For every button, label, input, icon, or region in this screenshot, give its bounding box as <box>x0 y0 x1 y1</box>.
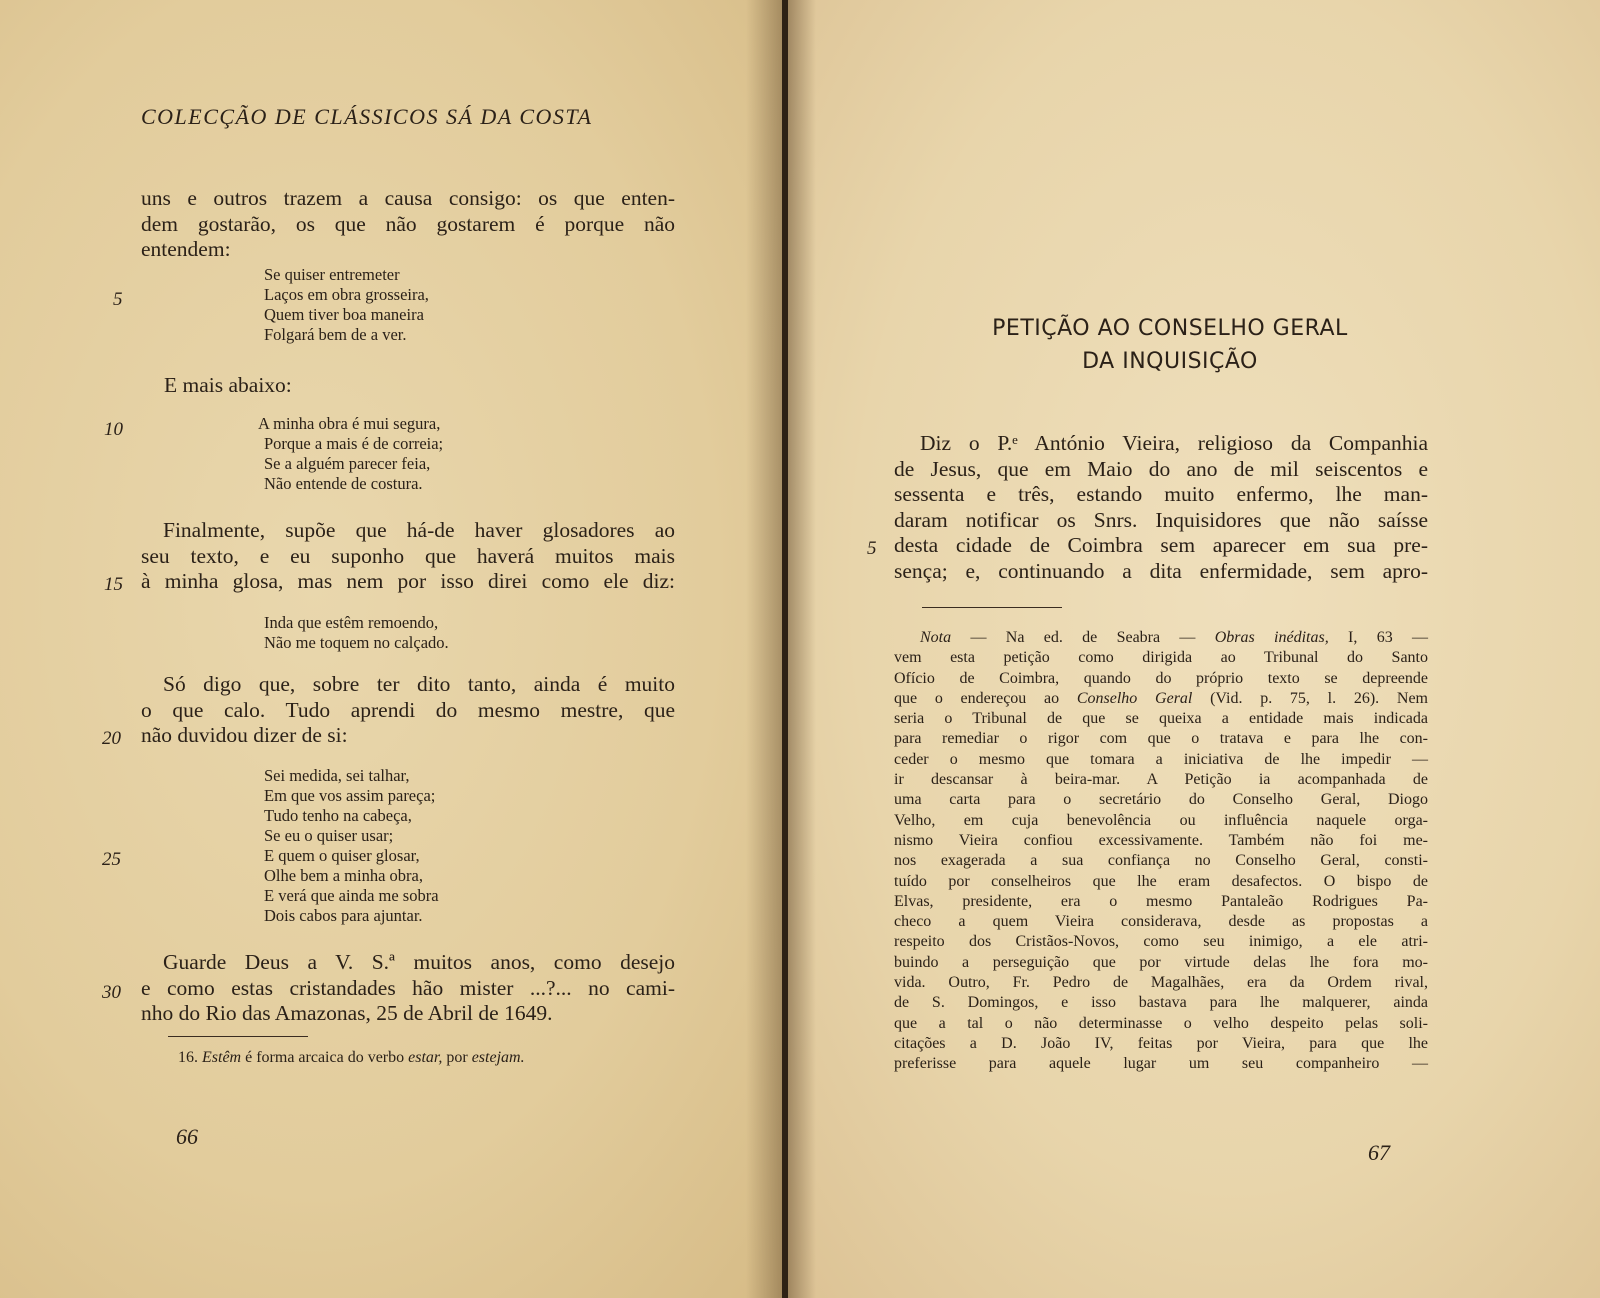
footnote-number: 16. <box>178 1049 198 1066</box>
note-line: preferisse para aquele lugar um seu companheiro — <box>894 1055 1428 1073</box>
text-line: seu texto, e eu suponho que haverá muitos mais <box>141 543 675 568</box>
note-line: para remediar o rigor com que o tratava e para lhe con- <box>894 730 1428 748</box>
note-line: checo a quem Vieira considerava, desde as propostas a <box>894 913 1428 931</box>
text-line: Finalmente, supõe que há-de haver glosadores ao <box>163 518 675 542</box>
note-line: nos exagerada a sua confiança no Conselho Geral, consti- <box>894 852 1428 870</box>
text-line: entendem: <box>141 237 231 261</box>
text-line: uns e outros trazem a causa consigo: os que enten- <box>141 186 675 210</box>
note-label: Nota <box>920 629 952 646</box>
footnote <box>178 1048 525 1068</box>
note-line: Ofício de Coimbra, quando do próprio texto se depreende <box>894 669 1428 687</box>
left-page <box>0 0 786 1298</box>
line-number: 20 <box>102 728 121 749</box>
verse-line: Sei medida, sei talhar, <box>264 766 410 785</box>
section-title-line-1: PETIÇÃO AO CONSELHO GERAL <box>992 316 1348 341</box>
paragraph-5 <box>141 950 675 1027</box>
line-number: 10 <box>104 419 123 440</box>
line-number: 25 <box>102 849 121 870</box>
paragraph-4 <box>141 672 675 749</box>
line-number: 15 <box>104 574 123 595</box>
text-line: sessenta e três, estando muito enfermo, lhe man- <box>894 482 1428 506</box>
note-text: — Na ed. de Seabra — <box>951 629 1215 646</box>
note-line <box>894 628 1428 648</box>
petition-body <box>894 431 1428 584</box>
verse-line: Quem tiver boa maneira <box>264 305 424 324</box>
footnote-rule <box>168 1036 308 1037</box>
text-line: nho do Rio das Amazonas, 25 de Abril de 1649. <box>141 1001 553 1025</box>
verse-line: Se a alguém parecer feia, <box>264 454 431 473</box>
text-line: Diz o P.ᵉ António Vieira, religioso da Companhia <box>920 431 1428 455</box>
verse-line: Olhe bem a minha obra, <box>264 866 423 885</box>
note-line: tuído por conselheiros que lhe eram desafectos. O bispo de <box>894 872 1428 890</box>
note-line: ceder o mesmo que tomara a iniciativa de lhe impedir — <box>894 750 1428 768</box>
verse-line: Se quiser entremeter <box>264 265 400 284</box>
footnote-term: Estêm <box>202 1049 242 1066</box>
note-line: respeito dos Cristãos-Novos, como seu inimigo, a ele atri- <box>894 933 1428 951</box>
book-fold <box>782 0 788 1298</box>
note-line: Velho, em cuja benevolência ou influência naquele orga- <box>894 811 1428 829</box>
verse-line: Porque a mais é de correia; <box>264 434 444 453</box>
verse-1 <box>264 265 429 345</box>
text-line: o que calo. Tudo aprendi do mesmo mestre, que <box>141 697 675 722</box>
verse-line: Se eu o quiser usar; <box>264 826 394 845</box>
text-line: desta cidade de Coimbra sem aparecer em sua pre- <box>894 533 1428 557</box>
line-number: 30 <box>102 982 121 1003</box>
verse-line: Tudo tenho na cabeça, <box>264 806 412 825</box>
right-gutter-shadow <box>786 0 816 1298</box>
note-line: vem esta petição como dirigida ao Tribunal do Santo <box>894 649 1428 667</box>
text-line: dem gostarão, os que não gostarem é porque não <box>141 211 675 236</box>
note-text: que o endereçou ao <box>894 689 1077 707</box>
text-line: à minha glosa, mas nem por isso direi como ele diz: <box>141 569 675 593</box>
verse-line: Não me toquem no calçado. <box>264 633 449 652</box>
note-line: de S. Domingos, e isso bastava para lhe malquerer, ainda <box>894 994 1428 1012</box>
note-line: uma carta para o secretário do Conselho Geral, Diogo <box>894 791 1428 809</box>
text-line: Só digo que, sobre ter dito tanto, ainda é muito <box>163 672 675 696</box>
text-line: de Jesus, que em Maio do ano de mil seiscentos e <box>894 456 1428 481</box>
note-line: buindo a perseguição que por virtude delas lhe fora mo- <box>894 953 1428 971</box>
left-gutter-shadow <box>746 0 786 1298</box>
footnote-verb: estar, <box>408 1049 443 1066</box>
running-header: COLECÇÃO DE CLÁSSICOS SÁ DA COSTA <box>141 104 593 129</box>
note-line: que a tal o não determinasse o velho despeito pelas soli- <box>894 1014 1428 1032</box>
page-number-right: 67 <box>1368 1140 1390 1165</box>
text-line: sença; e, continuando a dita enfermidade, sem apro- <box>894 558 1428 583</box>
verse-line: A minha obra é mui segura, <box>258 414 441 433</box>
verse-line: Inda que estêm remoendo, <box>264 613 439 632</box>
paragraph-1 <box>141 186 675 263</box>
verse-line: E verá que ainda me sobra <box>264 886 439 905</box>
footnote-text: é forma arcaica do verbo <box>241 1049 409 1066</box>
page-number-left: 66 <box>176 1124 198 1149</box>
footnote-form: estejam. <box>471 1049 525 1066</box>
verse-line: Folgará bem de a ver. <box>264 325 407 344</box>
note-line: citações a D. João IV, feitas por Vieira, para que lhe <box>894 1034 1428 1052</box>
text-line: daram notificar os Snrs. Inquisidores que não saísse <box>894 507 1428 532</box>
verse-line: E quem o quiser glosar, <box>264 846 420 865</box>
note-line: vida. Outro, Fr. Pedro de Magalhães, era da Ordem rival, <box>894 974 1428 992</box>
verse-line: Dois cabos para ajuntar. <box>264 906 423 925</box>
note-line: seria o Tribunal de que se queixa a entidade mais indicada <box>894 710 1428 728</box>
footnote-text: por <box>442 1049 472 1066</box>
note-title: Obras inéditas, <box>1214 629 1329 646</box>
verse-3 <box>264 613 449 653</box>
paragraph-2: E mais abaixo: <box>164 373 292 397</box>
note-rule <box>922 607 1062 608</box>
note-emphasis: Conselho Geral <box>1076 689 1193 707</box>
note-line: ir descansar à beira-mar. A Petição ia acompanhada de <box>894 771 1428 789</box>
verse-4 <box>264 766 439 926</box>
note-line: nismo Vieira confiou excessivamente. Também não foi me- <box>894 831 1428 849</box>
editorial-note <box>894 628 1428 1075</box>
paragraph-3 <box>141 518 675 595</box>
note-line: Elvas, presidente, era o mesmo Pantaleão Rodrigues Pa- <box>894 892 1428 910</box>
verse-line: Não entende de costura. <box>264 474 423 493</box>
line-number: 5 <box>113 289 123 310</box>
verse-2 <box>258 414 443 494</box>
note-text: (Vid. p. 75, l. 26). Nem <box>1192 689 1428 707</box>
verse-line: Em que vos assim pareça; <box>264 786 436 805</box>
text-line: Guarde Deus a V. S.ª muitos anos, como desejo <box>163 950 675 974</box>
line-number: 5 <box>867 538 877 559</box>
text-line: não duvidou dizer de si: <box>141 723 348 747</box>
verse-line: Laços em obra grosseira, <box>264 285 429 304</box>
section-title-line-2: DA INQUISIÇÃO <box>1082 349 1258 374</box>
note-text: I, 63 — <box>1328 629 1429 646</box>
note-line <box>894 689 1428 709</box>
text-line: e como estas cristandades hão mister ...?... no cami- <box>141 975 675 1000</box>
